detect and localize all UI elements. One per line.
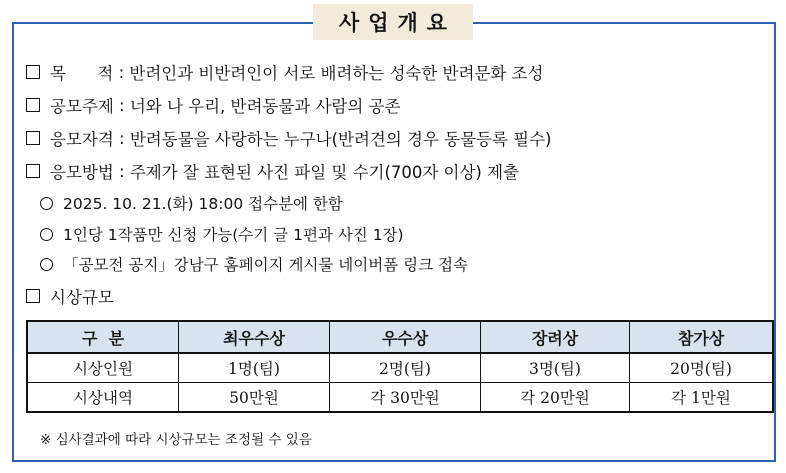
sub-item-text: 2025. 10. 21.(화) 18:00 접수분에 한함 xyxy=(63,195,343,213)
table-cell: 각 20만원 xyxy=(481,383,630,413)
footnote: ※ 심사결과에 따라 시상규모는 조정될 수 있음 xyxy=(40,432,312,448)
table-cell: 2명(팀) xyxy=(330,353,481,383)
item-prize-scale xyxy=(26,284,114,308)
item-text: 반려동물을 사랑하는 누구나(반려견의 경우 동물등록 필수) xyxy=(129,130,552,149)
circle-bullet-icon xyxy=(40,197,53,210)
table-row xyxy=(27,353,773,383)
item-text: 반려인과 비반려인이 서로 배려하는 성숙한 반려문화 조성 xyxy=(129,64,544,83)
table-row-header: 시상인원 xyxy=(27,353,179,383)
item-label: 응모자격 xyxy=(50,130,114,149)
item-method xyxy=(26,159,519,183)
item-separator: : xyxy=(113,128,130,148)
item-label: 공모주제 xyxy=(50,97,114,116)
checkbox-square-icon xyxy=(26,65,40,79)
item-separator: : xyxy=(113,62,130,82)
item-eligibility xyxy=(26,126,551,150)
sub-item-text: 1인당 1작품만 신청 가능(수기 글 1편과 사진 1장) xyxy=(63,226,404,244)
checkbox-square-icon xyxy=(26,131,40,145)
table-header-cell: 우수상 xyxy=(330,321,481,353)
table-cell: 50만원 xyxy=(179,383,330,413)
prize-table xyxy=(26,320,774,413)
table-cell: 3명(팀) xyxy=(481,353,630,383)
item-theme xyxy=(26,93,400,117)
item-separator: : xyxy=(113,161,130,181)
item-text: 너와 나 우리, 반려동물과 사람의 공존 xyxy=(129,97,401,116)
sub-item-deadline xyxy=(40,192,343,214)
table-cell: 각 1만원 xyxy=(630,383,774,413)
sub-item-text: 「공모전 공지」강남구 홈페이지 게시물 네이버폼 링크 접속 xyxy=(63,256,468,274)
circle-bullet-icon xyxy=(40,258,53,271)
circle-bullet-icon xyxy=(40,228,53,241)
table-cell: 20명(팀) xyxy=(630,353,774,383)
table-row xyxy=(27,383,773,413)
checkbox-square-icon xyxy=(26,98,40,112)
section-title-text: 사업개요 xyxy=(338,11,457,35)
table-header-cell: 장려상 xyxy=(481,321,630,353)
table-header-cell: 참가상 xyxy=(630,321,774,353)
item-label: 목 적 xyxy=(50,64,114,83)
item-label: 시상규모 xyxy=(50,288,114,307)
table-row-header: 시상내역 xyxy=(27,383,179,413)
table-cell: 1명(팀) xyxy=(179,353,330,383)
checkbox-square-icon xyxy=(26,164,40,178)
sub-item-link xyxy=(40,253,468,275)
table-header-row xyxy=(27,321,773,353)
item-text: 주제가 잘 표현된 사진 파일 및 수기(700자 이상) 제출 xyxy=(129,163,519,182)
checkbox-square-icon xyxy=(26,289,40,303)
sub-item-limit xyxy=(40,223,404,245)
table-header-cell: 구 분 xyxy=(27,321,179,353)
section-title xyxy=(313,4,473,40)
item-separator: : xyxy=(113,95,130,115)
table-header-cell: 최우수상 xyxy=(179,321,330,353)
item-purpose xyxy=(26,60,543,84)
item-label: 응모방법 xyxy=(50,163,114,182)
table-cell: 각 30만원 xyxy=(330,383,481,413)
